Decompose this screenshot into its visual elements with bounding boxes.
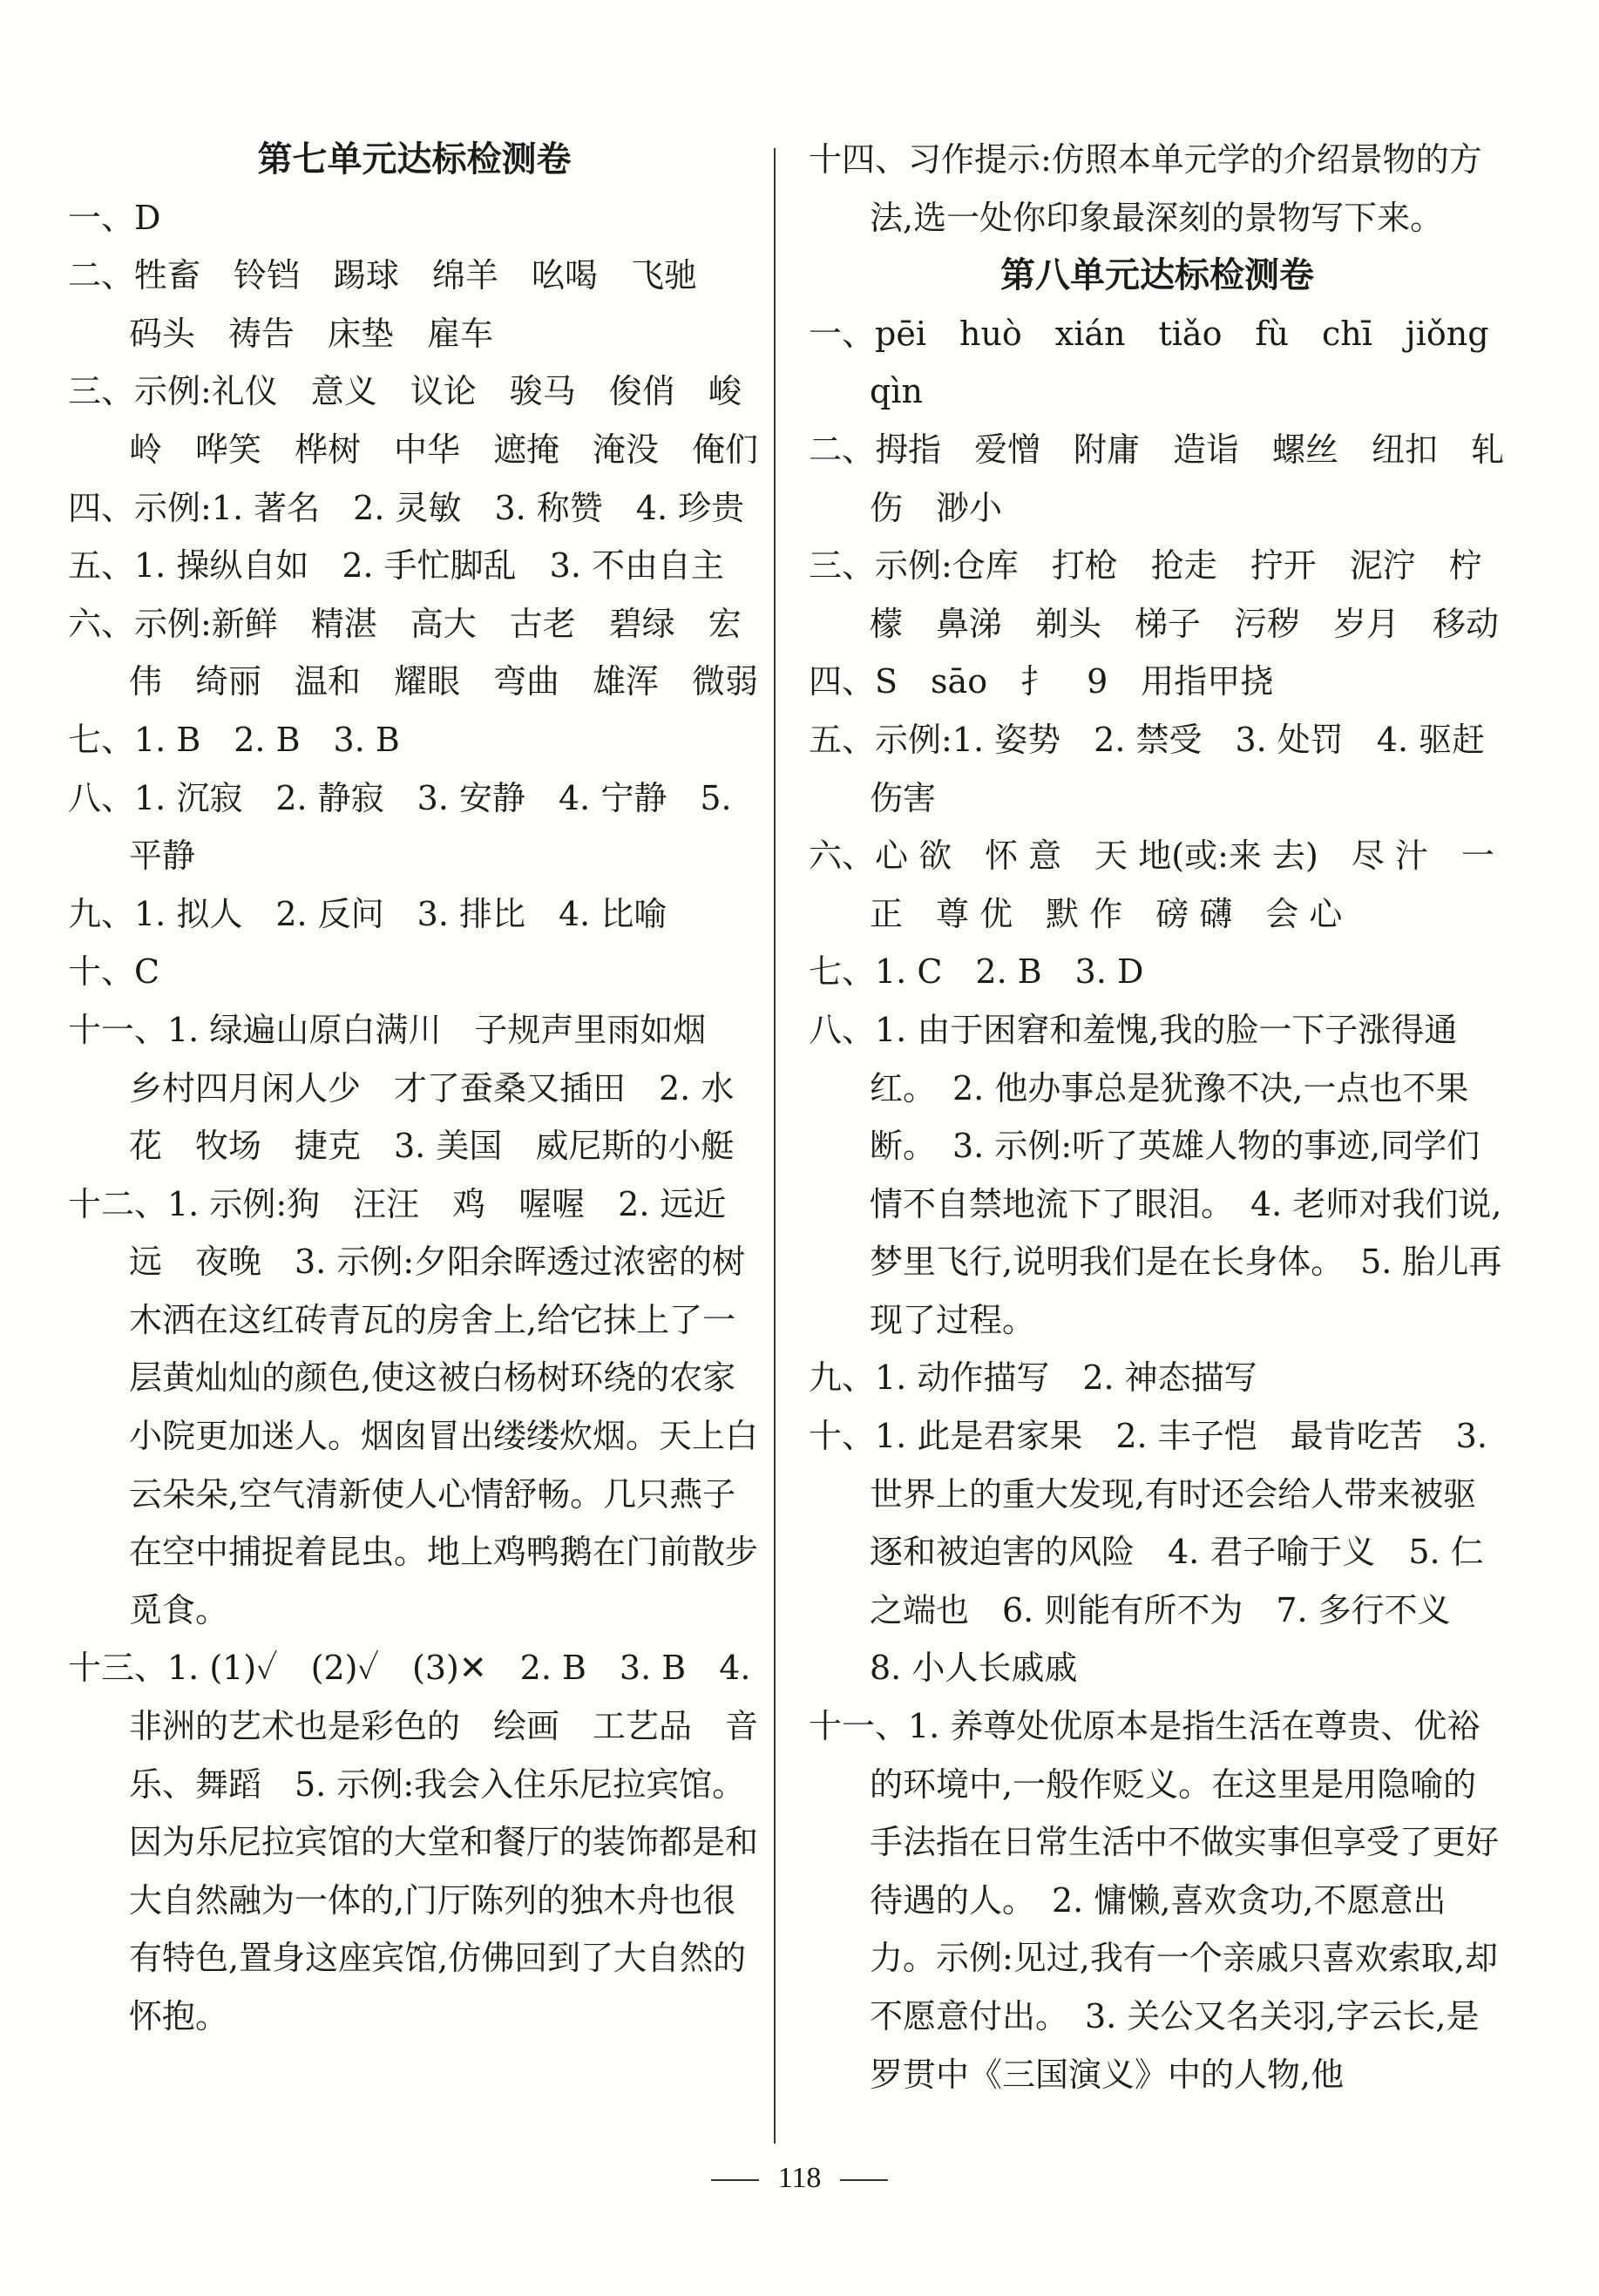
answer-item: 四、S sāo 扌 9 用指甲挠: [809, 662, 1274, 701]
answer-item: 八、1. 由于困窘和羞愧,我的脸一下子涨得通红。 2. 他办事总是犹豫不决,一点也不果断。 3. 示例:听了英雄人物的事迹,同学们情不自禁地流下了眼泪。 4. 老师对我们说,梦里飞行,说明我们是在长身体。 5. 胎儿再现了过程。: [809, 1010, 1502, 1339]
answer-item: 十三、1. (1)✓ (2)✓ (3)✕ 2. B 3. B 4. 非洲的艺术也是彩色的 绘画 工艺品 音乐、舞蹈 5. 示例:我会入住乐尼拉宾馆。因为乐尼拉宾馆的大堂和餐厅的装饰都是和大自然融为一体的,门厅陈列的独木舟也很有特色,置身这座宾馆,仿佛回到了大自然的怀抱。: [68, 1649, 762, 2035]
answer-item: 十二、1. 示例:狗 汪汪 鸡 喔喔 2. 远近 远 夜晚 3. 示例:夕阳余晖透过浓密的树木洒在这红砖青瓦的房舍上,给它抹上了一层黄灿灿的颜色,使这被白杨树环绕的农家小院更加迷人。烟囱冒出缕缕炊烟。天上白云朵朵,空气清新使人心情舒畅。几只燕子在空中捕捉着昆虫。地上鸡鸭鹅在门前散步觅食。: [68, 1184, 760, 1629]
answer-item: 九、1. 拟人 2. 反问 3. 排比 4. 比喻: [68, 894, 667, 933]
left-column: [68, 131, 761, 2046]
answer-item: 八、1. 沉寂 2. 静寂 3. 安静 4. 宁静 5. 平静: [68, 778, 742, 876]
answer-item: 四、示例:1. 著名 2. 灵敏 3. 称赞 4. 珍贵: [68, 488, 745, 527]
answer-item: 七、1. B 2. B 3. B: [68, 720, 400, 759]
section-title-unit7: 第七单元达标检测卷: [257, 139, 572, 179]
answer-list-unit7: [68, 189, 761, 2046]
answer-item: 十一、1. 绿遍山原白满川 子规声里雨如烟 乡村四月闲人少 才了蚕桑又插田 2. 水花 牧场 捷克 3. 美国 威尼斯的小艇: [68, 1010, 740, 1166]
column-divider: [774, 148, 776, 2144]
answer-item: 三、示例:仓库 打枪 抢走 拧开 泥泞 柠檬 鼻涕 剃头 梯子 污秽 岁月 移动: [809, 546, 1500, 643]
answer-item: 五、1. 操纵自如 2. 手忙脚乱 3. 不由自主: [68, 546, 725, 586]
answer-item: 十、C: [68, 952, 160, 992]
answer-item: 六、示例:新鲜 精湛 高大 古老 碧绿 宏伟 绮丽 温和 耀眼 弯曲 雄浑 微弱: [68, 604, 759, 701]
section-title-unit8: 第八单元达标检测卷: [1000, 254, 1314, 296]
answer-item: 一、pēi huò xián tiǎo fù chī jiǒng qìn: [809, 314, 1522, 411]
answer-item: 二、拇指 爱憎 附庸 造诣 螺丝 纽扣 轧伤 渺小: [809, 430, 1505, 527]
answer-item: 十、1. 此是君家果 2. 丰子恺 最肯吃苦 3. 世界上的重大发现,有时还会给人带来被驱逐和被迫害的风险 4. 君子喻于义 5. 仁之端也 6. 则能有所不为 7. 多行不义 8. 小人长戚戚: [809, 1417, 1499, 1688]
answer-item: 十一、1. 养尊处优原本是指生活在尊贵、优裕的环境中,一般作贬义。在这里是用隐喻的手法指在日常生活中不做实事但享受了更好待遇的人。 2. 慵懒,喜欢贪功,不愿意出力。示例:见过,我有一个亲戚只喜欢索取,却不愿意付出。 3. 关公又名关羽,字云长,是罗贯中《三国演义》中的人物,他: [809, 1707, 1500, 2094]
answer-list-unit8: [809, 305, 1522, 2103]
answer-item: 七、1. C 2. B 3. D: [809, 952, 1144, 992]
footer-dash-right: [840, 2179, 888, 2181]
answer-item: 二、牲畜 铃铛 踢球 绵羊 吆喝 飞驰 码头 祷告 床垫 雇车: [68, 256, 731, 353]
answer-item: 十四、习作提示:仿照本单元学的介绍景物的方法,选一处你印象最深刻的景物写下来。: [809, 140, 1482, 237]
page-number: 118: [777, 2162, 822, 2194]
answer-list-unit7-continued: [809, 131, 1506, 247]
answer-item: 三、示例:礼仪 意义 议论 骏马 俊俏 峻岭 哗笑 桦树 中华 遮掩 淹没 俺们: [68, 372, 759, 469]
answer-item: 一、D: [68, 198, 161, 237]
answer-item: 五、示例:1. 姿势 2. 禁受 3. 处罚 4. 驱赶 伤害: [809, 720, 1519, 817]
page-footer: [0, 2157, 1599, 2200]
footer-dash-left: [711, 2179, 759, 2181]
answer-item: 九、1. 动作描写 2. 神态描写: [809, 1358, 1257, 1398]
answer-item: 六、心 欲 怀 意 天 地(或:来 去) 尽 汁 一 正 尊 优 默 作 磅 礴 会 心: [809, 836, 1505, 933]
right-column: [809, 131, 1522, 2103]
